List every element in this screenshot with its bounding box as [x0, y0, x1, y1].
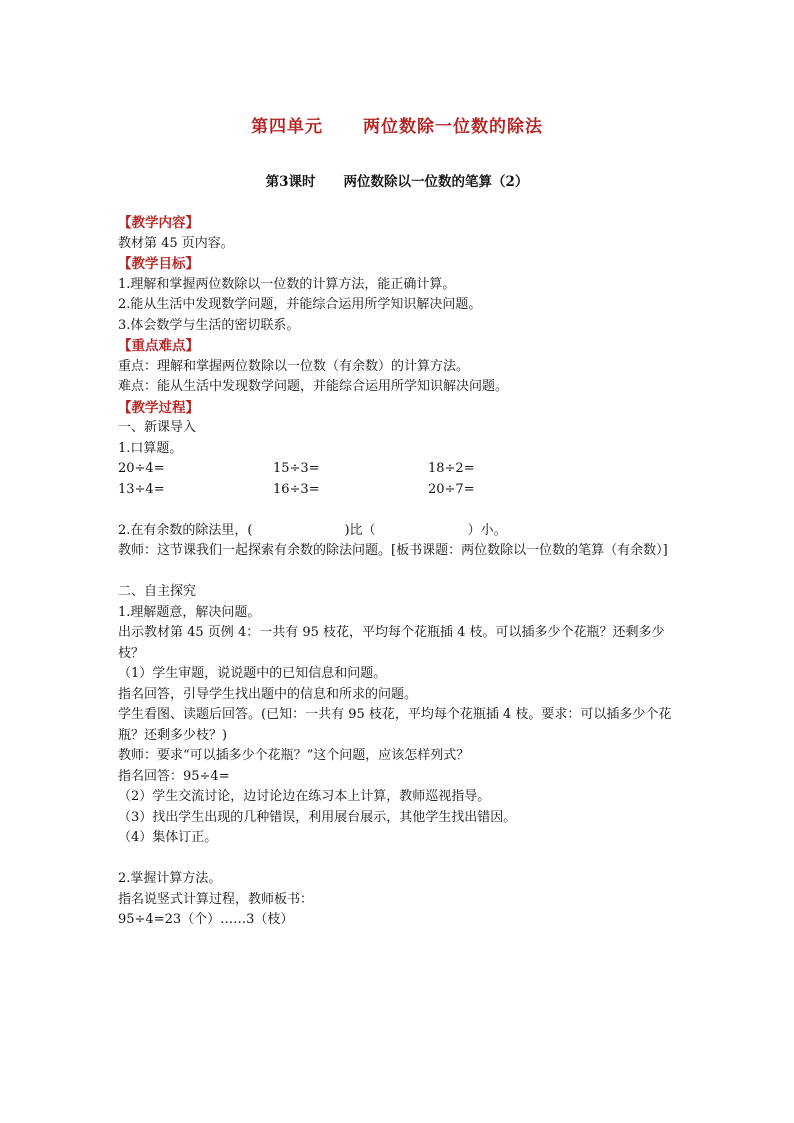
key-point: 重点：理解和掌握两位数除以一位数（有余数）的计算方法。 — [118, 358, 470, 374]
fill-text: ）小。 — [467, 522, 507, 538]
step-text: 指名回答：95÷4= — [118, 768, 230, 784]
unit-title — [0, 112, 794, 137]
goal-item: 1.理解和掌握两位数除以一位数的计算方法，能正确计算。 — [118, 276, 456, 292]
section-heading-keypoints: 【重点难点】 — [118, 338, 199, 354]
step-text: （1）学生审题，说说题中的已知信息和问题。 — [118, 666, 387, 681]
part2-heading: 二、自主探究 — [118, 584, 197, 599]
step-text: 学生看图、读题后回答。(已知：一共有 95 枝花，平均每个花瓶插 4 枝。要求：可以插多少个花瓶？还剩多少枝？) — [118, 707, 672, 743]
step-text: （2）学生交流讨论，边讨论边在练习本上计算，教师巡视指导。 — [118, 789, 491, 804]
teacher-intro: 教师：这节课我们一起探索有余数的除法问题。[板书课题：两位数除以一位数的笔算（有余数）] — [118, 543, 668, 558]
lesson-title — [0, 170, 794, 190]
step-text: 指名说竖式计算过程，教师板书： — [118, 891, 314, 907]
content-text: 教材第 45 页内容。 — [118, 235, 234, 251]
example-problem: 出示教材第 45 页例 4：一共有 95 枝花，平均每个花瓶插 4 枝。可以插多少个花瓶？还剩多少枝？ — [118, 625, 665, 661]
calc-item: 16÷3= — [273, 481, 320, 497]
section-heading-process: 【教学过程】 — [118, 399, 199, 416]
section-heading-content: 【教学内容】 — [118, 215, 199, 231]
step-text: 教师：要求“可以插多少个花瓶？”这个问题，应该怎样列式？ — [118, 748, 470, 763]
lesson-content — [118, 213, 688, 931]
calc-row — [118, 459, 688, 480]
goal-item: 3.体会数学与生活的密切联系。 — [118, 317, 300, 333]
unit-name: 两位数除一位数的除法 — [363, 117, 543, 137]
lesson-name: 两位数除以一位数的笔算（2） — [343, 174, 529, 190]
difficult-point: 难点：能从生活中发现数学问题，并能综合运用所学知识解决问题。 — [118, 379, 509, 394]
part1-item2 — [118, 521, 688, 542]
part2-item2: 2.掌握计算方法。 — [118, 871, 222, 886]
part2-item1: 1.理解题意，解决问题。 — [118, 604, 261, 620]
calc-item: 20÷7= — [428, 481, 475, 497]
section-heading-goals: 【教学目标】 — [118, 256, 199, 272]
calc-item: 20÷4= — [118, 461, 165, 476]
step-text: （4）集体订正。 — [118, 830, 218, 845]
step-text: （3）找出学生出现的几种错误，利用展台展示，其他学生找出错因。 — [118, 809, 517, 825]
calc-item: 13÷4= — [118, 481, 165, 497]
step-text: 95÷4=23（个）……3（枝） — [118, 912, 294, 927]
step-text: 指名回答，引导学生找出题中的信息和所求的问题。 — [118, 686, 418, 702]
fill-text: 2.在有余数的除法里，( — [118, 522, 253, 538]
calc-item: 18÷2= — [428, 461, 475, 476]
goal-item: 2.能从生活中发现数学问题，并能综合运用所学知识解决问题。 — [118, 297, 482, 312]
part1-heading: 一、新课导入 — [118, 420, 197, 435]
lesson-number: 第3课时 — [265, 174, 316, 190]
calc-item: 15÷3= — [273, 461, 320, 476]
part1-item1: 1.口算题。 — [118, 440, 183, 456]
calc-row — [118, 480, 688, 501]
unit-number: 第四单元 — [251, 117, 323, 137]
fill-text: )比（ — [344, 522, 376, 538]
